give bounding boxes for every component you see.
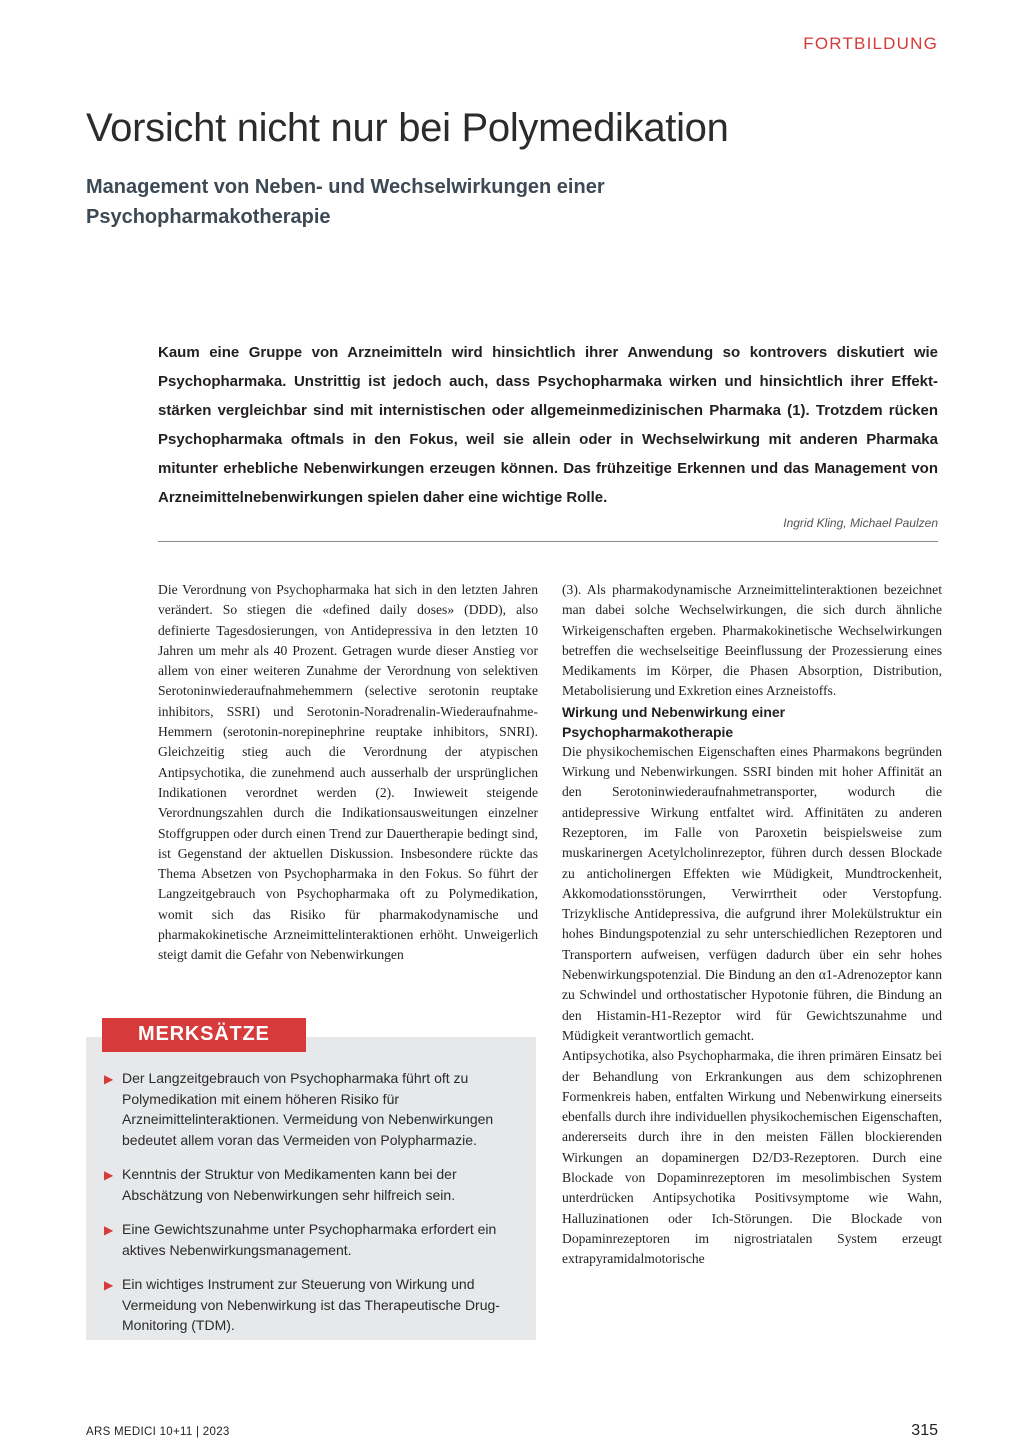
arrow-right-icon: ▶ bbox=[104, 1168, 114, 1182]
section-label: FORTBILDUNG bbox=[803, 34, 938, 53]
page-number: 315 bbox=[911, 1422, 938, 1439]
body-paragraph: Die physikochemischen Eigenschaften eines Pharmakons begründen Wirkung und Nebenwirkungen. SSRI binden mit hoher Affinität an den Serotoninwiederaufnahmetransporter, wodurch die antidepressive Wirkung entfaltet wird. Affinitäten zu anderen Rezeptoren, im Falle von Paroxetin beispielsweise zum muskarinergen Acetylcholinrezeptor, führen durch dessen Blockade zu anticholinergen Effekten wie Müdigkeit, Mundtrockenheit, Akkomodationsstörungen, Verwirrtheit oder Verstopfung. Trizyklische Antidepressiva, die aufgrund ihrer Molekülstruktur ein hohes Bindungspotenzial zu sehr unterschiedlichen Rezeptoren und Transportern aufweisen, verfügen dadurch über ein sehr hohes Nebenwirkungspotenzial. Die Bindung an den α1-Adrenozeptor kann zu Schwindel und orthostatischer Hypotonie führen, die Bindung an den Histamin-H1-Rezeptor wird für Gewichtszunahme und Müdigkeit verantwortlich gemacht. bbox=[562, 743, 942, 1043]
list-item-text: Der Langzeitgebrauch von Psychopharmaka führt oft zu Polymedikation mit einem höheren Risiko für Arzneimittelinteraktionen. Vermeidung von Nebenwirkungen bedeutet allem voran das Vermeiden von Polypharmazie. bbox=[122, 1070, 494, 1148]
list-item-text: Kenntnis der Struktur von Medikamenten kann bei der Abschätzung von Nebenwirkungen sehr hilfreich sein. bbox=[122, 1166, 457, 1203]
body-paragraph: Antipsychotika, also Psychopharmaka, die ihren primären Einsatz bei der Behandlung von Erkrankungen aus dem schizophrenen Formenkreis haben, entfalten Wirkung und Nebenwirkung einerseits ebenfalls durch ihre individuellen physikochemischen Eigenschaften, andererseits durch ihre in den meisten Fällen blockierenden Wirkungen an dopaminergen D2/D3-Rezeptoren. Durch eine Blockade von Dopaminrezeptoren im mesolimbischen System unterdrücken Antipsychotika Positivsymptome wie Wahn, Halluzinationen oder Ich-Störungen. Die Blockade von Dopaminrezeptoren im nigrostriatalen System erzeugt extrapyramidalmotorische bbox=[562, 1048, 942, 1267]
list-item bbox=[104, 1164, 524, 1205]
authors: Ingrid Kling, Michael Paulzen bbox=[783, 516, 938, 530]
body-column-right bbox=[562, 580, 942, 1270]
merksaetze-list bbox=[104, 1068, 524, 1350]
list-item-text: Ein wichtiges Instrument zur Steuerung von Wirkung und Vermeidung von Nebenwirkung ist das Therapeutische Drug-Monitoring (TDM). bbox=[122, 1276, 500, 1333]
lead-paragraph: Kaum eine Gruppe von Arzneimitteln wird hinsichtlich ihrer Anwendung so kontrovers diskutiert wie Psychopharmaka. Unstrittig ist jedoch auch, dass Psychopharmaka wirken und hinsichtlich ihrer Effektstärken vergleichbar sind mit internistischen oder allgemeinmedizinischen Pharmaka (1). Trotzdem rücken Psychopharmaka oftmals in den Fokus, weil sie allein oder in Wechselwirkung mit anderen Pharmaka mitunter erhebliche Nebenwirkungen erzeugen können. Das frühzeitige Erkennen und das Management von Arzneimittelnebenwirkungen spielen daher eine wichtige Rolle. bbox=[158, 344, 938, 506]
arrow-right-icon: ▶ bbox=[104, 1223, 114, 1237]
list-item bbox=[104, 1068, 524, 1150]
list-item-text: Eine Gewichtszunahme unter Psychopharmaka erfordert ein aktives Nebenwirkungsmanagement. bbox=[122, 1221, 497, 1258]
article-title: Vorsicht nicht nur bei Polymedikation bbox=[86, 106, 729, 150]
arrow-right-icon: ▶ bbox=[104, 1278, 114, 1292]
arrow-right-icon: ▶ bbox=[104, 1072, 114, 1086]
body-column-left bbox=[158, 580, 538, 966]
body-paragraph: (3). Als pharmakodynamische Arzneimittelinteraktionen bezeichnet man dabei solche Wechselwirkungen, die sich durch ähnliche Wirkeigenschaften ergeben. Pharmakokinetische Wechselwirkungen betreffen die wechselseitige Beeinflussung der Prozessierung eines Medikaments im Körper, die Phasen Absorption, Distribution, Metabolisierung und Exkretion eines Arzneistoffs. bbox=[562, 582, 942, 699]
journal-footer: ARS MEDICI 10+11 | 2023 bbox=[86, 1426, 230, 1438]
list-item bbox=[104, 1219, 524, 1260]
section-heading: Wirkung und Nebenwirkung einer Psychopharmakotherapie bbox=[562, 703, 786, 740]
body-paragraph: Die Verordnung von Psychopharmaka hat sich in den letzten Jahren verändert. So stiegen die «defined daily doses» (DDD), also definierte Tagesdosierungen, von Antidepressiva in den letzten 10 Jahren um mehr als 40 Prozent. Getragen wurde dieser Anstieg vor allem von einer weiteren Zunahme der Verordnung von selektiven Serotoninwiederaufnahmehemmern (selective serotonin reuptake inhibitors, SSRI) und Serotonin-Noradrenalin-Wiederaufnahme-Hemmern (serotonin-norepinephrine reuptake inhibitors, SNRI). Gleichzeitig stieg auch die Verordnung der atypischen Antipsychotika, die zunehmend auch ausserhalb der ursprünglichen Indikationen verordnet werden (2). Inwieweit steigende Verordnungszahlen durch die Indikationsausweitungen einzelner Stoffgruppen oder durch einen Trend zur Dauertherapie bedingt sind, ist Gegenstand der aktuellen Diskussion. Insbesondere rückte das Thema Absetzen von Psychopharmaka in den Fokus. So führt der Langzeitgebrauch von Psychopharmaka oft zu Polymedikation, womit sich das Risiko für pharmakodynamische und pharmakokinetische Arzneimittelinteraktionen erhöht. Unweigerlich steigt damit die Gefahr von Nebenwirkungen bbox=[158, 582, 538, 963]
merksaetze-label: MERKSÄTZE bbox=[102, 1018, 306, 1052]
list-item bbox=[104, 1274, 524, 1336]
divider bbox=[158, 541, 938, 542]
article-subtitle: Management von Neben- und Wechselwirkungen einer Psychopharmakotherapie bbox=[86, 176, 605, 228]
